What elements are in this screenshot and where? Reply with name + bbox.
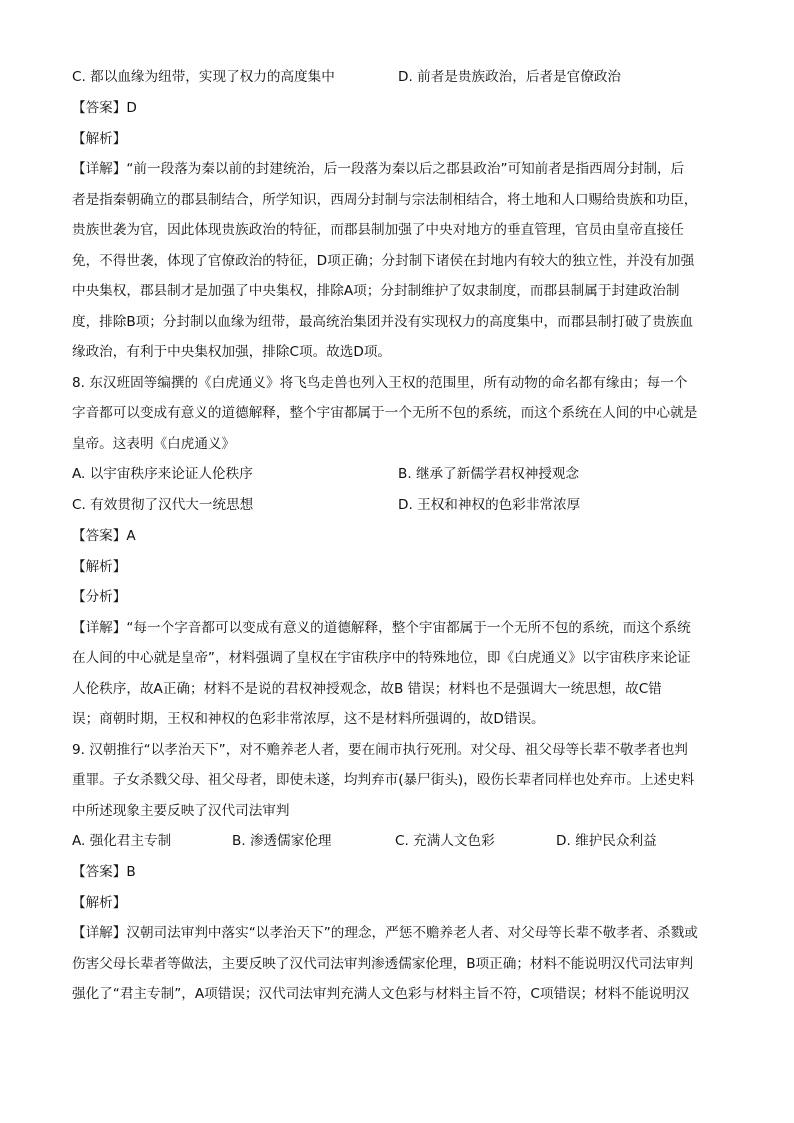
q8-option-d: D. 王权和神权的色彩非常浓厚 [398, 497, 581, 513]
q8-stem-line: 皇帝。这表明《白虎通义》 [72, 435, 236, 452]
q9-analysis-label: 【解析】 [72, 894, 127, 911]
q8-detail-line: 人伦秩序，故A正确；材料不是说的君权神授观念，故B 错误；材料也不是强调大一统思想，故C错 [72, 680, 662, 697]
q7-detail-line: 【详解】“前一段落为秦以前的封建统治，后一段落为秦以后之郡县政治”可知前者是指西周分封制，后 [72, 161, 685, 177]
q8-stem [72, 368, 724, 460]
q7-detail-line: 中央集权，郡县制才是加强了中央集权，排除A项；分封制维护了奴隶制度，而郡县制属于封建政治制 [72, 283, 680, 299]
q7-detail-line: 免，不得世袭，体现了官僚政治的特征，D项正确；分封制下诸侯在封地内有较大的独立性，并没有加强 [72, 252, 695, 269]
q7-detail [72, 154, 724, 368]
q8-detail-line: 误；商朝时期，王权和神权的色彩非常浓厚，这不是材料所强调的，故D错误。 [72, 711, 545, 727]
q8-fenxi-label: 【分析】 [72, 589, 127, 605]
q8-analysis-label: 【解析】 [72, 558, 127, 575]
q7-detail-line: 贵族世袭为官，因此体现贵族政治的特征，而郡县制加强了中央对地方的垂直管理，官员由皇帝直接任 [72, 222, 684, 238]
q8-answer: 【答案】A [72, 528, 136, 544]
q9-stem-line: 9. 汉朝推行“以孝治天下”，对不赡养老人者，要在闹市执行死刑。对父母、祖父母等长辈不敬孝者也判 [72, 741, 688, 758]
document-page [72, 62, 724, 1010]
q9-option-c: C. 充满人文色彩 [395, 833, 495, 849]
q9-option-b: B. 渗透儒家伦理 [232, 833, 332, 849]
q8-stem-line: 8. 东汉班固等编撰的《白虎通义》将飞鸟走兽也列入王权的范围里，所有动物的命名都有缘由；每一个 [72, 374, 688, 391]
q7-detail-line: 缘政治，有利于中央集权加强，排除C项。故选D项。 [72, 344, 392, 360]
q9-option-a: A. 强化君主专制 [72, 833, 172, 849]
q8-option-b: B. 继承了新儒学君权神授观念 [398, 466, 580, 482]
q9-detail-line: 【详解】汉朝司法审判中落实“以孝治天下”的理念，严惩不赡养老人者、对父母等长辈不敬孝者、杀戮或 [72, 925, 698, 941]
q8-detail-line: 【详解】“每一个字音都可以变成有意义的道德解释，整个宇宙都属于一个无所不包的系统，而这个系统 [72, 619, 691, 636]
q7-analysis-label: 【解析】 [72, 130, 127, 147]
q9-stem-line: 中所述现象主要反映了汉代司法审判 [72, 802, 290, 819]
q8-option-c: C. 有效贯彻了汉代大一统思想 [72, 497, 254, 513]
q8-options-row-1 [72, 459, 724, 490]
q7-option-d: D. 前者是贵族政治，后者是官僚政治 [398, 69, 622, 85]
q8-stem-line: 字音都可以变成有意义的道德解释，整个宇宙都属于一个无所不包的系统，而这个系统在人间的中心就是 [72, 405, 698, 421]
q9-option-d: D. 维护民众利益 [556, 833, 657, 849]
q7-detail-line: 度，排除B项；分封制以血缘为纽带，最高统治集团并没有实现权力的高度集中，而郡县制打破了贵族血 [72, 313, 694, 330]
q9-options-row [72, 826, 724, 857]
q9-stem [72, 735, 724, 827]
q9-detail-line: 强化了“君主专制”，A项错误；汉代司法审判充满人文色彩与材料主旨不符，C项错误；材料不能说明汉 [72, 986, 690, 1002]
q7-detail-line: 者是指秦朝确立的郡县制结合，所学知识，西周分封制与宗法制相结合，将土地和人口赐给贵族和功臣， [72, 191, 698, 208]
q9-stem-line: 重罪。子女杀戮父母、祖父母者，即使未遂，均判弃市(暴尸街头)，殴伤长辈者同样也处弃市。上述史料 [72, 772, 695, 788]
q9-detail [72, 918, 724, 1010]
q9-answer: 【答案】B [72, 864, 136, 880]
q8-detail [72, 613, 724, 735]
q7-option-c: C. 都以血缘为纽带，实现了权力的高度集中 [72, 69, 335, 85]
q8-option-a: A. 以宇宙秩序来论证人伦秩序 [72, 466, 253, 482]
q7-options-row [72, 62, 724, 93]
q9-detail-line: 伤害父母长辈者等做法，主要反映了汉代司法审判渗透儒家伦理，B项正确；材料不能说明汉代司法审判 [72, 955, 694, 972]
q8-detail-line: 在人间的中心就是皇帝”，材料强调了皇权在宇宙秩序中的特殊地位，即《白虎通义》以宇宙秩序来论证 [72, 650, 691, 666]
q8-options-row-2 [72, 490, 724, 521]
q7-answer: 【答案】D [72, 100, 137, 116]
